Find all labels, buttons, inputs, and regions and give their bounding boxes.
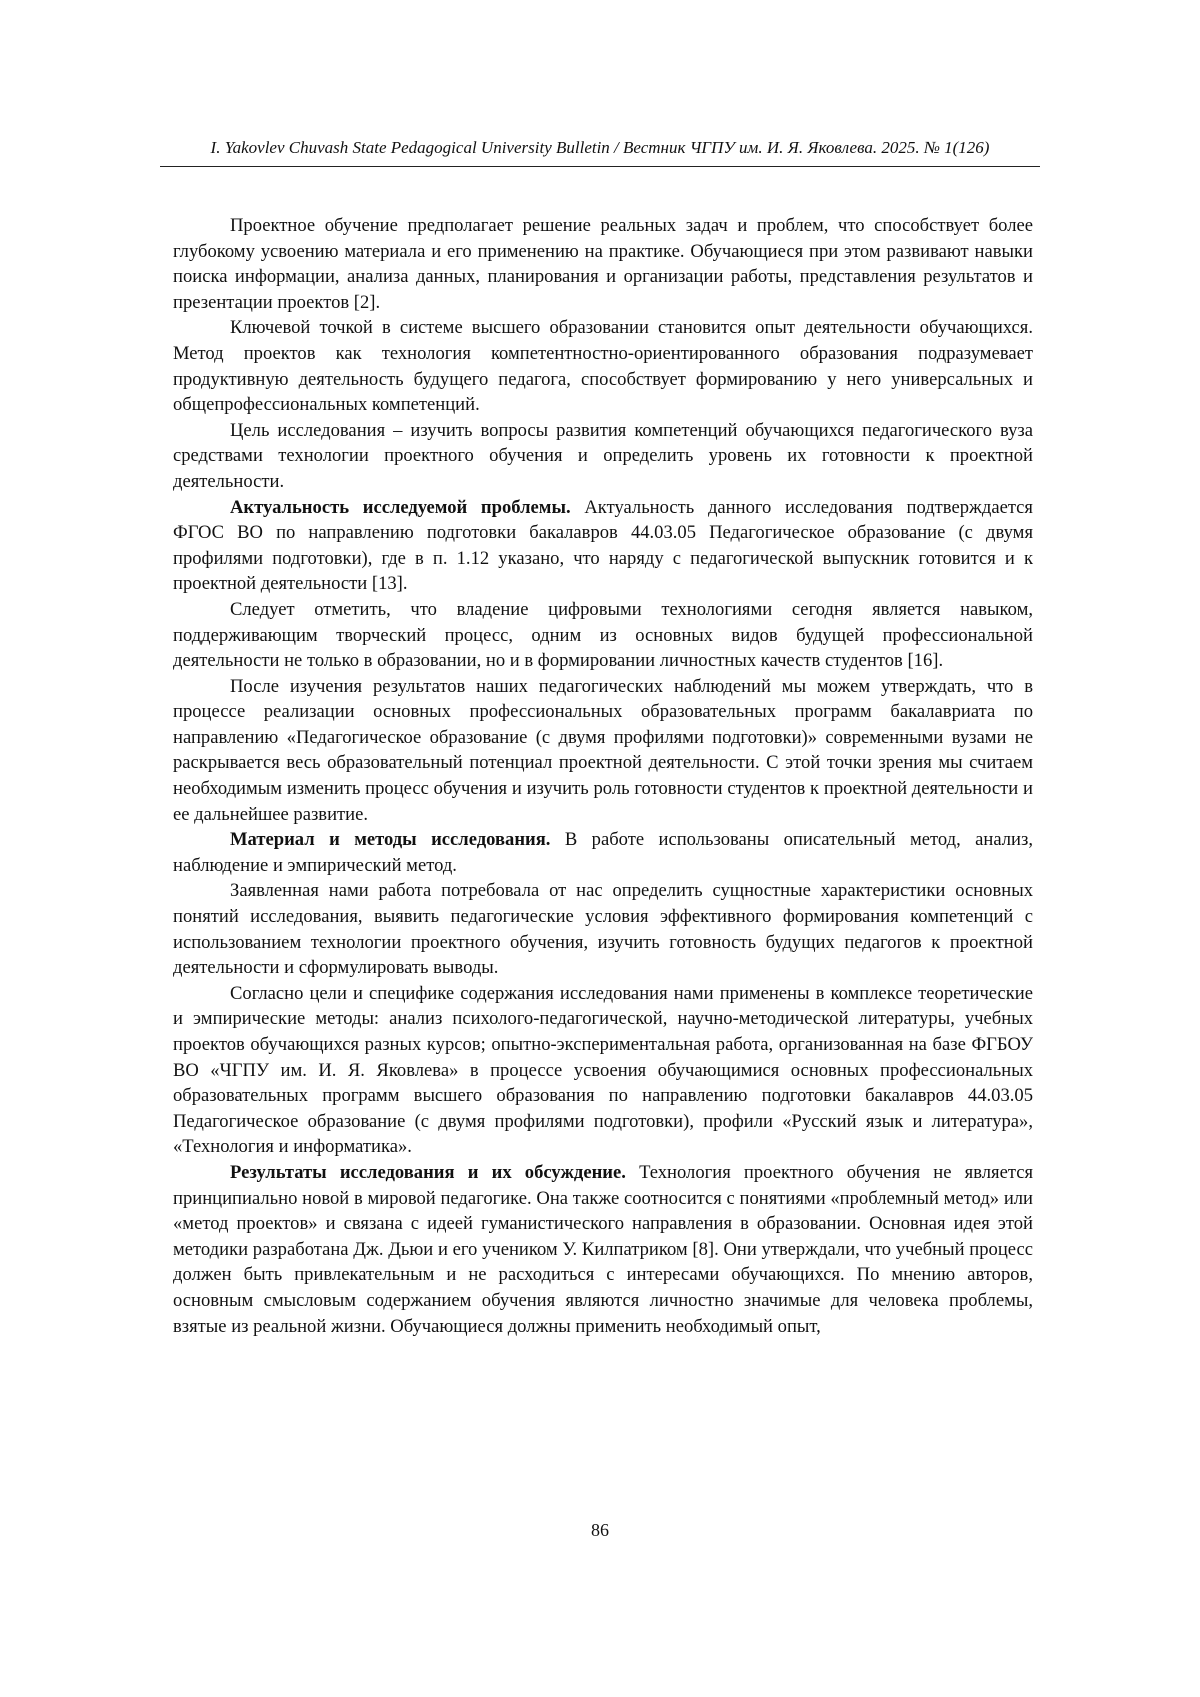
section-lead-methods: Материал и методы исследования. <box>230 829 551 851</box>
paragraph-10 <box>173 1160 1033 1339</box>
paragraph-text: Технология проектного обучения не является принципиально новой в мировой педагогике. Она также соотносится с понятиями «проблемный метод» или «метод проектов» и связана с идеей гуманистического направления в образовании. Основная идея этой методики разработана Дж. Дьюи и его учеником У. Килпатриком [8]. Они утверждали, что учебный процесс должен быть привлекательным и не расходиться с интересами обучающихся. По мнению авторов, основным смысловым содержанием обучения являются личностно значимые для человека проблемы, взятые из реальной жизни. Обучающиеся должны применить необходимый опыт, <box>173 1161 1034 1337</box>
running-head: I. Yakovlev Chuvash State Pedagogical University Bulletin / Вестник ЧГПУ им. И. Я. Яковлева. 2025. № 1(126) <box>210 138 990 157</box>
paragraph-3 <box>173 418 1033 495</box>
paragraph-text: Проектное обучение предполагает решение реальных задач и проблем, что способствует более глубокому усвоению материала и его применению на практике. Обучающиеся при этом развивают навыки поиска информации, анализа данных, планирования и организации работы, представления результатов и презентации проектов [2]. <box>173 215 1033 313</box>
paragraph-9 <box>173 981 1033 1160</box>
paragraph-text: Заявленная нами работа потребовала от нас определить сущностные характеристики основных понятий исследования, выявить педагогические условия эффективного формирования компетенций с использованием технологии проектного обучения, изучить готовность будущих педагогов к проектной деятельности и сформулировать выводы. <box>173 880 1033 979</box>
paragraph-1 <box>173 213 1033 315</box>
paragraph-7 <box>173 827 1033 878</box>
paragraph-text: Согласно цели и специфике содержания исследования нами применены в комплексе теоретические и эмпирические методы: анализ психолого-педагогической, научно-методической литературы, учебных проектов обучающихся разных курсов; опытно-экспериментальная работа, организованная на базе ФГБОУ ВО «ЧГПУ им. И. Я. Яковлева» в процессе усвоения обучающимися основных профессиональных образовательных программ высшего образования по направлению подготовки бакалавров 44.03.05 Педагогическое образование (с двумя профилями подготовки), профили «Русский язык и литература», «Технология и информатика». <box>173 982 1033 1158</box>
paragraph-5 <box>173 597 1033 674</box>
paragraph-4 <box>173 495 1033 597</box>
paragraph-text: Следует отметить, что владение цифровыми технологиями сегодня является навыком, поддерживающим творческий процесс, одним из основных видов будущей профессиональной деятельности не только в образовании, но и в формировании личностных качеств студентов [16]. <box>173 598 1033 672</box>
paragraph-8 <box>173 878 1033 980</box>
section-lead-relevance: Актуальность исследуемой проблемы. <box>230 496 571 518</box>
paragraph-2 <box>173 315 1033 417</box>
paragraph-6 <box>173 674 1033 828</box>
section-lead-results: Результаты исследования и их обсуждение. <box>230 1161 626 1183</box>
paragraph-text: После изучения результатов наших педагогических наблюдений мы можем утверждать, что в процессе реализации основных профессиональных образовательных программ бакалавриата по направлению «Педагогическое образование (с двумя профилями подготовки)» современными вузами не раскрывается весь образовательный потенциал проектной деятельности. С этой точки зрения мы считаем необходимым изменить процесс обучения и изучить роль готовности студентов к проектной деятельности и ее дальнейшее развитие. <box>173 675 1033 825</box>
article-body <box>173 213 1033 1339</box>
page-number: 86 <box>591 1520 609 1540</box>
paragraph-text: В работе использованы описательный метод, анализ, наблюдение и эмпирический метод. <box>173 829 1033 876</box>
paragraph-text: Ключевой точкой в системе высшего образовании становится опыт деятельности обучающихся. Метод проектов как технология компетентностно-ориентированного образования подразумевает продуктивную деятельность будущего педагога, способствует формированию у него универсальных и общепрофессиональных компетенций. <box>173 317 1033 416</box>
header-rule <box>160 166 1040 167</box>
paragraph-text: Цель исследования – изучить вопросы развития компетенций обучающихся педагогического вуза средствами технологии проектного обучения и определить уровень их готовности к проектной деятельности. <box>173 419 1033 492</box>
paragraph-text: Актуальность данного исследования подтверждается ФГОС ВО по направлению подготовки бакалавров 44.03.05 Педагогическое образование (с двумя профилями подготовки), где в п. 1.12 указано, что наряду с педагогической выпускник готовится и к проектной деятельности [13]. <box>173 496 1033 595</box>
